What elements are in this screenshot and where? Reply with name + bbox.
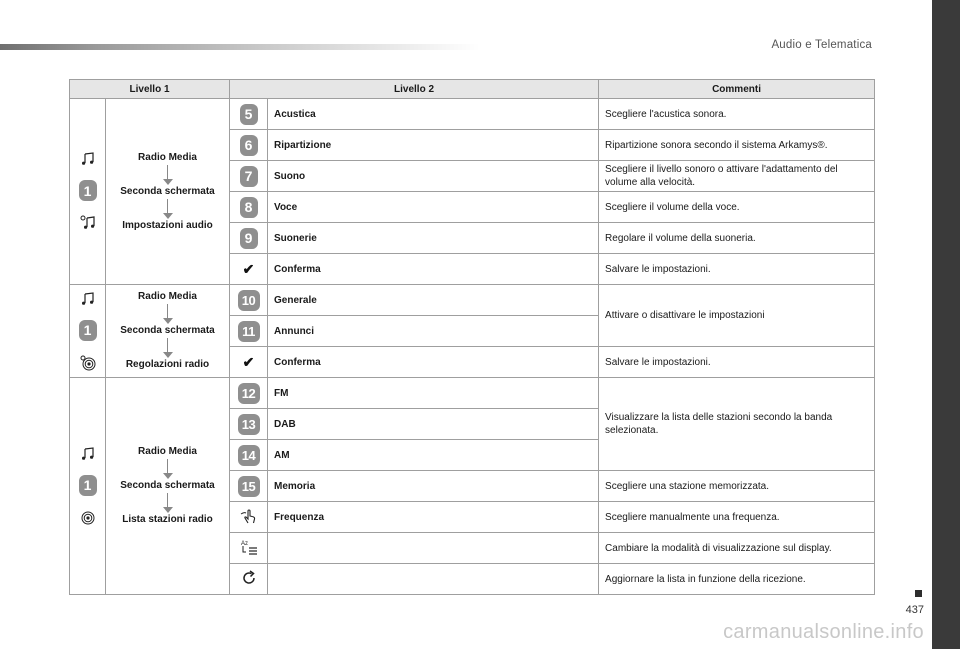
option-comment: Visualizzare la lista delle stazioni secondo la banda selezionata. [599, 378, 875, 471]
header-gradient-bar [0, 44, 480, 50]
down-arrow-icon [108, 165, 227, 185]
step-badge: 5 [240, 104, 258, 125]
group-icons [70, 285, 106, 378]
menu-step: Lista stazioni radio [122, 514, 213, 525]
option-label: FM [268, 378, 599, 409]
option-label: Ripartizione [268, 130, 599, 161]
hand-touch-icon [240, 507, 258, 525]
step-badge: 6 [240, 135, 258, 156]
option-comment: Regolare il volume della suoneria. [599, 223, 875, 254]
step-badge: 1 [79, 180, 97, 201]
music-note-icon [81, 292, 95, 306]
down-arrow-icon [108, 493, 227, 513]
svg-text:Az: Az [240, 540, 248, 547]
row-marker [230, 564, 268, 595]
option-label: Memoria [268, 471, 599, 502]
option-label: Acustica [268, 99, 599, 130]
row-marker [230, 130, 268, 161]
row-marker [230, 316, 268, 347]
menu-step: Seconda schermata [120, 325, 215, 336]
checkmark-icon: ✔ [242, 260, 255, 277]
option-comment: Scegliere il volume della voce. [599, 192, 875, 223]
option-comment: Scegliere il livello sonoro o attivare l'adattamento del volume alla velocità. [599, 161, 875, 192]
row-marker [230, 161, 268, 192]
menu-step: Regolazioni radio [125, 359, 210, 370]
option-label: Conferma [268, 347, 599, 378]
menu-path [106, 378, 230, 595]
table-row [70, 378, 875, 409]
refresh-icon [240, 569, 258, 587]
option-comment: Attivare o disattivare le impostazioni [599, 285, 875, 347]
table-row [70, 99, 875, 130]
step-badge: 15 [238, 476, 260, 497]
header-level-1: Livello 1 [70, 80, 230, 99]
row-marker [230, 440, 268, 471]
page-marker [915, 590, 922, 597]
row-marker [230, 285, 268, 316]
option-label: DAB [268, 409, 599, 440]
down-arrow-icon [108, 304, 227, 324]
option-comment: Scegliere l'acustica sonora. [599, 99, 875, 130]
row-marker [230, 254, 268, 285]
menu-step: Impostazioni audio [122, 219, 213, 231]
option-comment: Salvare le impostazioni. [599, 347, 875, 378]
radio-wave-icon [80, 510, 96, 526]
music-settings-icon [80, 215, 96, 231]
row-marker [230, 378, 268, 409]
music-note-icon [81, 152, 95, 166]
menu-step: Seconda schermata [120, 480, 215, 491]
watermark: carmanualsonline.info [723, 621, 924, 643]
checkmark-icon: ✔ [242, 353, 255, 370]
step-badge: 10 [238, 290, 260, 311]
step-badge: 7 [240, 166, 258, 187]
step-badge: 14 [238, 445, 260, 466]
header-comments: Commenti [599, 80, 875, 99]
step-badge: 1 [79, 475, 97, 496]
option-label: Suonerie [268, 223, 599, 254]
option-label: AM [268, 440, 599, 471]
option-label: Suono [268, 161, 599, 192]
step-badge: 8 [240, 197, 258, 218]
side-strip [932, 0, 960, 649]
row-marker [230, 502, 268, 533]
option-comment: Scegliere manualmente una frequenza. [599, 502, 875, 533]
option-label [268, 533, 599, 564]
option-label [268, 564, 599, 595]
step-badge: 9 [240, 228, 258, 249]
row-marker [230, 223, 268, 254]
menu-step: Radio Media [138, 151, 197, 163]
option-label: Generale [268, 285, 599, 316]
header-level-2: Livello 2 [230, 80, 599, 99]
option-label: Frequenza [268, 502, 599, 533]
option-comment: Cambiare la modalità di visualizzazione sul display. [599, 533, 875, 564]
step-badge: 1 [79, 320, 97, 341]
option-comment: Scegliere una stazione memorizzata. [599, 471, 875, 502]
row-marker [230, 192, 268, 223]
row-marker [230, 409, 268, 440]
row-marker [230, 533, 268, 564]
down-arrow-icon [108, 338, 227, 358]
option-comment: Salvare le impostazioni. [599, 254, 875, 285]
option-label: Voce [268, 192, 599, 223]
list-view-icon [239, 538, 259, 556]
table-row [70, 285, 875, 316]
settings-table [69, 79, 875, 595]
page-section-title: Audio e Telematica [771, 39, 872, 51]
option-label: Annunci [268, 316, 599, 347]
music-note-icon [81, 447, 95, 461]
option-comment: Ripartizione sonora secondo il sistema Arkamys®. [599, 130, 875, 161]
option-label: Conferma [268, 254, 599, 285]
group-icons [70, 99, 106, 285]
menu-step: Radio Media [138, 291, 197, 302]
step-badge: 13 [238, 414, 260, 435]
row-marker [230, 347, 268, 378]
radio-settings-icon [80, 355, 96, 371]
row-marker [230, 471, 268, 502]
menu-step: Seconda schermata [120, 185, 215, 197]
group-icons [70, 378, 106, 595]
menu-step: Radio Media [138, 446, 197, 457]
menu-path [106, 285, 230, 378]
down-arrow-icon [108, 459, 227, 479]
option-comment: Aggiornare la lista in funzione della ricezione. [599, 564, 875, 595]
down-arrow-icon [108, 199, 227, 219]
row-marker [230, 99, 268, 130]
step-badge: 12 [238, 383, 260, 404]
page-number: 437 [905, 604, 924, 616]
step-badge: 11 [238, 321, 260, 342]
menu-path [106, 99, 230, 285]
table-header-row [70, 80, 875, 99]
